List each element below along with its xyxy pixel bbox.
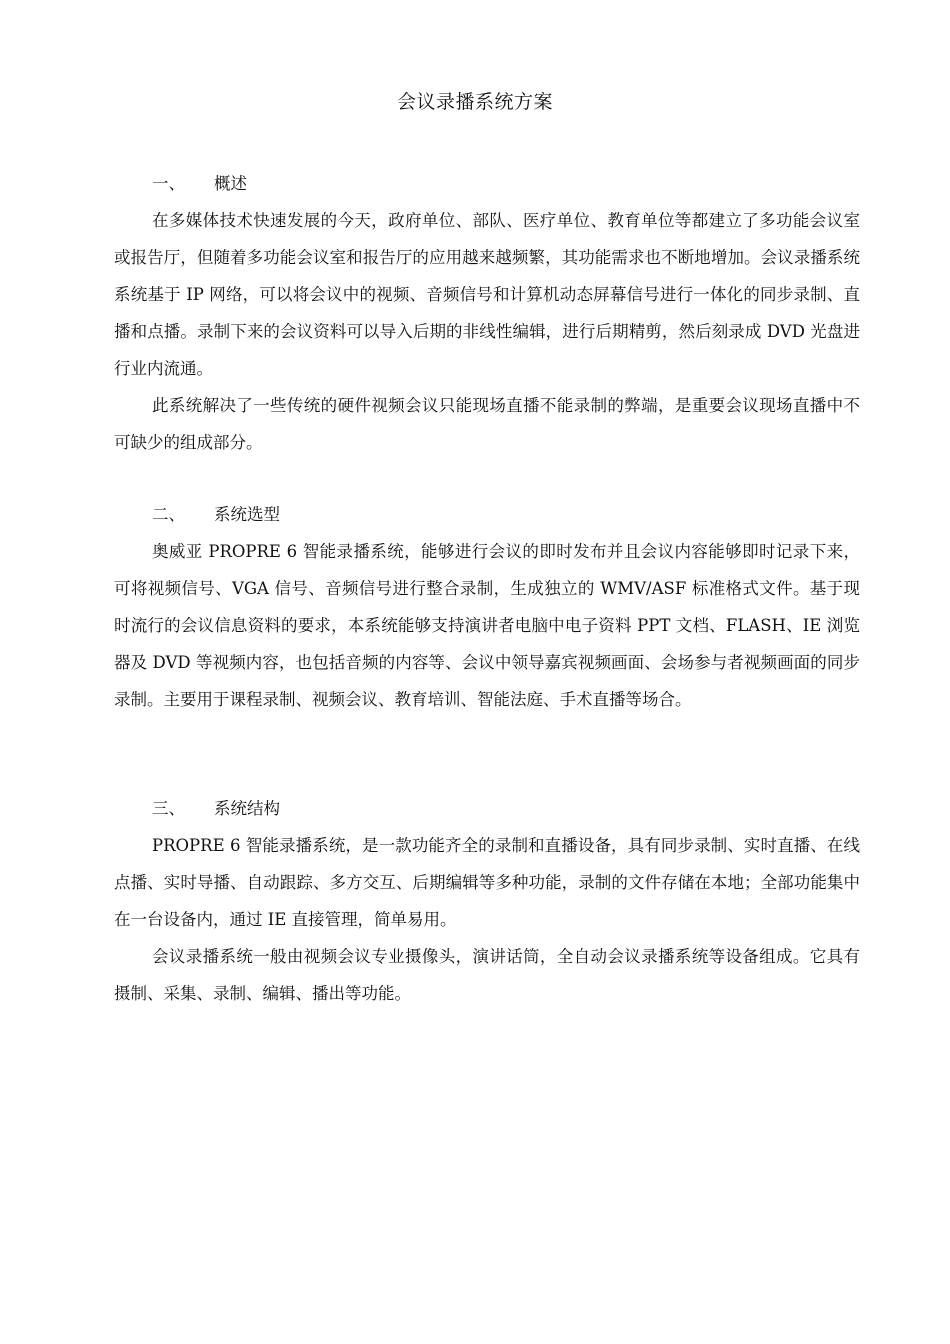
section-heading-text: 系统选型 xyxy=(214,505,280,524)
section-number: 三、 xyxy=(152,799,185,818)
section-system-selection xyxy=(114,496,860,718)
section-heading xyxy=(114,165,860,202)
section-heading-text: 概述 xyxy=(214,174,247,193)
section-number: 二、 xyxy=(152,505,185,524)
section-overview xyxy=(114,165,860,461)
section-heading xyxy=(114,790,860,827)
paragraph: PROPRE 6 智能录播系统，是一款功能齐全的录制和直播设备，具有同步录制、实时直播、在线点播、实时导播、自动跟踪、多方交互、后期编辑等多种功能，录制的文件存储在本地；全部功能集中在一台设备内，通过 IE 直接管理，简单易用。 xyxy=(114,836,860,929)
paragraph: 此系统解决了一些传统的硬件视频会议只能现场直播不能录制的弊端，是重要会议现场直播中不可缺少的组成部分。 xyxy=(114,396,860,452)
document-title: 会议录播系统方案 xyxy=(396,91,553,113)
section-number: 一、 xyxy=(152,174,185,193)
paragraph: 在多媒体技术快速发展的今天，政府单位、部队、医疗单位、教育单位等都建立了多功能会议室或报告厅，但随着多功能会议室和报告厅的应用越来越频繁，其功能需求也不断地增加。会议录播系统系统基于 IP 网络，可以将会议中的视频、音频信号和计算机动态屏幕信号进行一体化的同步录制、直播和点播。录制下来的会议资料可以导入后期的非线性编辑，进行后期精剪，然后刻录成 DVD 光盘进行业内流通。 xyxy=(114,211,860,378)
section-heading-text: 系统结构 xyxy=(214,799,280,818)
section-heading xyxy=(114,496,860,533)
section-system-structure xyxy=(114,790,860,1012)
paragraph: 会议录播系统一般由视频会议专业摄像头，演讲话筒，全自动会议录播系统等设备组成。它具有摄制、采集、录制、编辑、播出等功能。 xyxy=(114,947,860,1003)
paragraph: 奥威亚 PROPRE 6 智能录播系统，能够进行会议的即时发布并且会议内容能够即时记录下来，可将视频信号、VGA 信号、音频信号进行整合录制，生成独立的 WMV/ASF 标准格式文件。基于现时流行的会议信息资料的要求，本系统能够支持演讲者电脑中电子资料 PPT 文档、FLASH、IE 浏览器及 DVD 等视频内容，也包括音频的内容等、会议中领导嘉宾视频画面、会场参与者视频画面的同步录制。主要用于课程录制、视频会议、教育培训、智能法庭、手术直播等场合。 xyxy=(114,542,860,709)
